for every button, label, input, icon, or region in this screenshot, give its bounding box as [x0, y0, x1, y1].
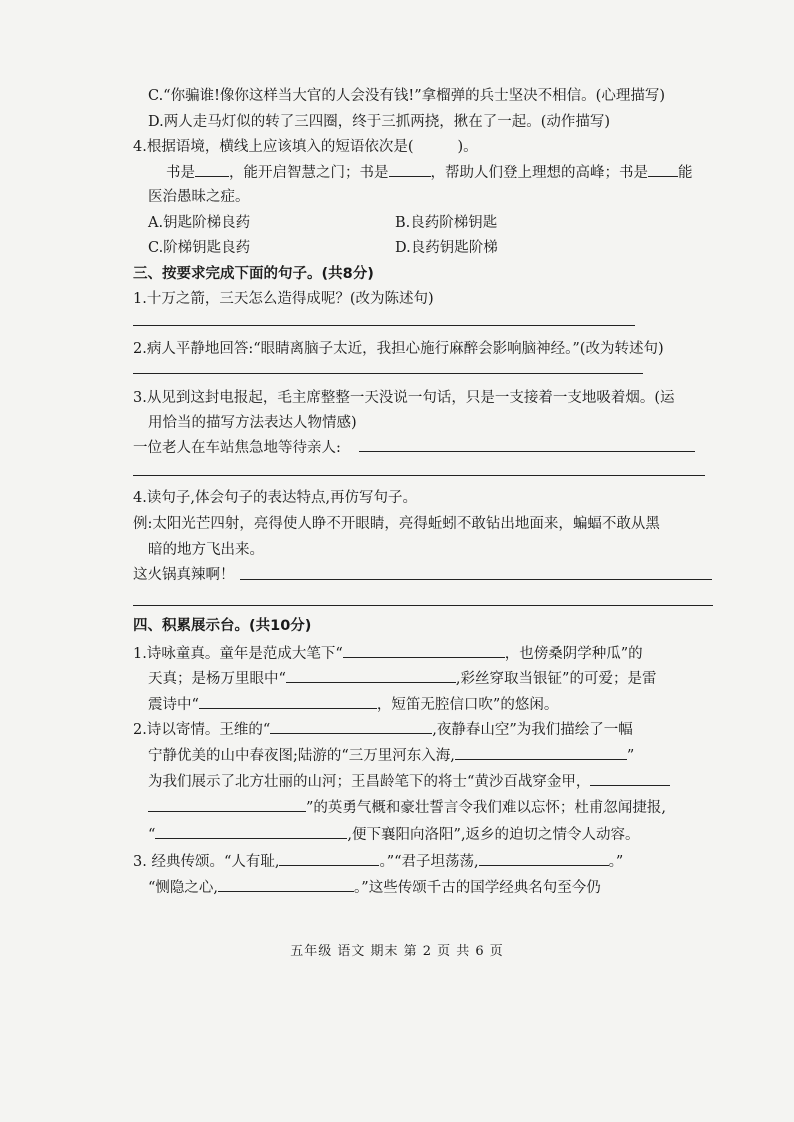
s3-example-line1: 例:太阳光芒四射，亮得使人睁不开眼睛，亮得蚯蚓不敢钻出地面来，蝙蝠不敢从黑: [133, 516, 660, 532]
q3-option-c: C.“你骗谁!像你这样当大官的人会没有钱!”拿榴弹的兵士坚决不相信。(心理描写): [148, 88, 665, 104]
s3-q4-answer-line-2[interactable]: [133, 605, 713, 606]
s4-p3-blank-3[interactable]: [218, 875, 354, 892]
s4-p2-blank-3a[interactable]: [590, 769, 670, 786]
s4-p2-blank-3b[interactable]: [148, 795, 306, 812]
q4-blank-1[interactable]: [195, 160, 229, 177]
q4-blank-3[interactable]: [648, 160, 678, 177]
s4-p1-line2: 天真；是杨万里眼中“ ,彩丝穿取当银钲”的可爱；是雷: [148, 666, 656, 692]
s3-q3-line2: 用恰当的描写方法表达人物情感): [148, 415, 357, 431]
q4-option-a: A.钥匙阶梯良药: [148, 215, 251, 231]
section4-title: 四、积累展示台。(共10分): [133, 618, 312, 634]
s4-p2-blank-1[interactable]: [270, 717, 432, 734]
page-footer: 五年级 语文 期末 第 2 页 共 6 页: [290, 944, 504, 959]
q4-context-line2: 医治愚昧之症。: [148, 189, 250, 205]
s4-p2-blank-4[interactable]: [155, 822, 347, 839]
s3-example-line2: 暗的地方飞出来。: [148, 542, 264, 558]
s4-p2-line5: “ ,便下襄阳向洛阳”,返乡的迫切之情令人动容。: [148, 822, 640, 848]
s4-p2-blank-2[interactable]: [455, 743, 627, 760]
s3-q3-answer-line-2[interactable]: [133, 475, 705, 476]
s3-q1: 1.十万之箭，三天怎么造得成呢？(改为陈述句): [133, 291, 434, 307]
s4-p2-line3: 为我们展示了北方壮丽的山河；王昌龄笔下的将士“黄沙百战穿金甲，: [148, 769, 670, 795]
s4-p3-line1: 3. 经典传颂。“人有耻, 。”“君子坦荡荡, 。”: [133, 849, 623, 875]
q4-blank-2[interactable]: [389, 160, 431, 177]
q4-option-b: B.良药阶梯钥匙: [395, 215, 498, 231]
section3-title: 三、按要求完成下面的句子。(共8分): [133, 266, 374, 282]
s3-q3-answer-line-1[interactable]: [359, 451, 695, 452]
q4-context-line1: 书是 ，能开启智慧之门；书是 ，帮助人们登上理想的高峰；书是 能: [166, 160, 693, 186]
s4-p3-line2: “恻隐之心, 。”这些传颂千古的国学经典名句至今仍: [148, 875, 601, 901]
q4-option-c: C.阶梯钥匙良药: [148, 240, 251, 256]
s3-q2: 2.病人平静地回答:“眼睛离脑子太近，我担心施行麻醉会影响脑神经。”(改为转述句): [133, 341, 664, 357]
s4-p3-blank-1[interactable]: [279, 849, 379, 866]
s4-p2-line2: 宁静优美的山中春夜图;陆游的“三万里河东入海, ”: [148, 743, 634, 769]
s3-q1-answer-line[interactable]: [133, 325, 635, 326]
s4-p1-blank-2[interactable]: [286, 666, 456, 683]
s4-p1-line3: 震诗中“ ，短笛无腔信口吹”的悠闲。: [148, 692, 558, 718]
s4-p3-blank-2[interactable]: [479, 849, 609, 866]
s4-p2-line4: ”的英勇气概和豪壮誓言令我们难以忘怀；杜甫忽闻捷报,: [148, 795, 666, 821]
s4-p2-line1: 2.诗以寄情。王维的“ ,夜静春山空”为我们描绘了一幅: [133, 717, 633, 743]
s3-q4-answer-line-1[interactable]: [240, 579, 712, 580]
q4-option-d: D.良药钥匙阶梯: [395, 240, 498, 256]
s4-p1-line1: 1.诗咏童真。童年是范成大笔下“ ，也傍桑阴学种瓜”的: [133, 641, 643, 667]
s3-q3-prompt: 一位老人在车站焦急地等待亲人:: [133, 440, 341, 456]
s4-p1-blank-3[interactable]: [199, 692, 377, 709]
q3-option-d: D.两人走马灯似的转了三四圈，终于三抓两挠，揪在了一起。(动作描写): [148, 114, 611, 130]
s3-q4-prompt: 这火锅真辣啊！: [133, 567, 235, 583]
q4-stem: 4.根据语境，横线上应该填入的短语依次是( )。: [133, 135, 478, 160]
s3-q3-line1: 3.从见到这封电报起，毛主席整整一天没说一句话，只是一支接着一支地吸着烟。(运: [133, 390, 675, 406]
s3-q4: 4.读句子,体会句子的表达特点,再仿写句子。: [133, 490, 418, 506]
s4-p1-blank-1[interactable]: [343, 641, 505, 658]
s3-q2-answer-line[interactable]: [133, 373, 643, 374]
q4-answer-blank[interactable]: [414, 135, 458, 151]
